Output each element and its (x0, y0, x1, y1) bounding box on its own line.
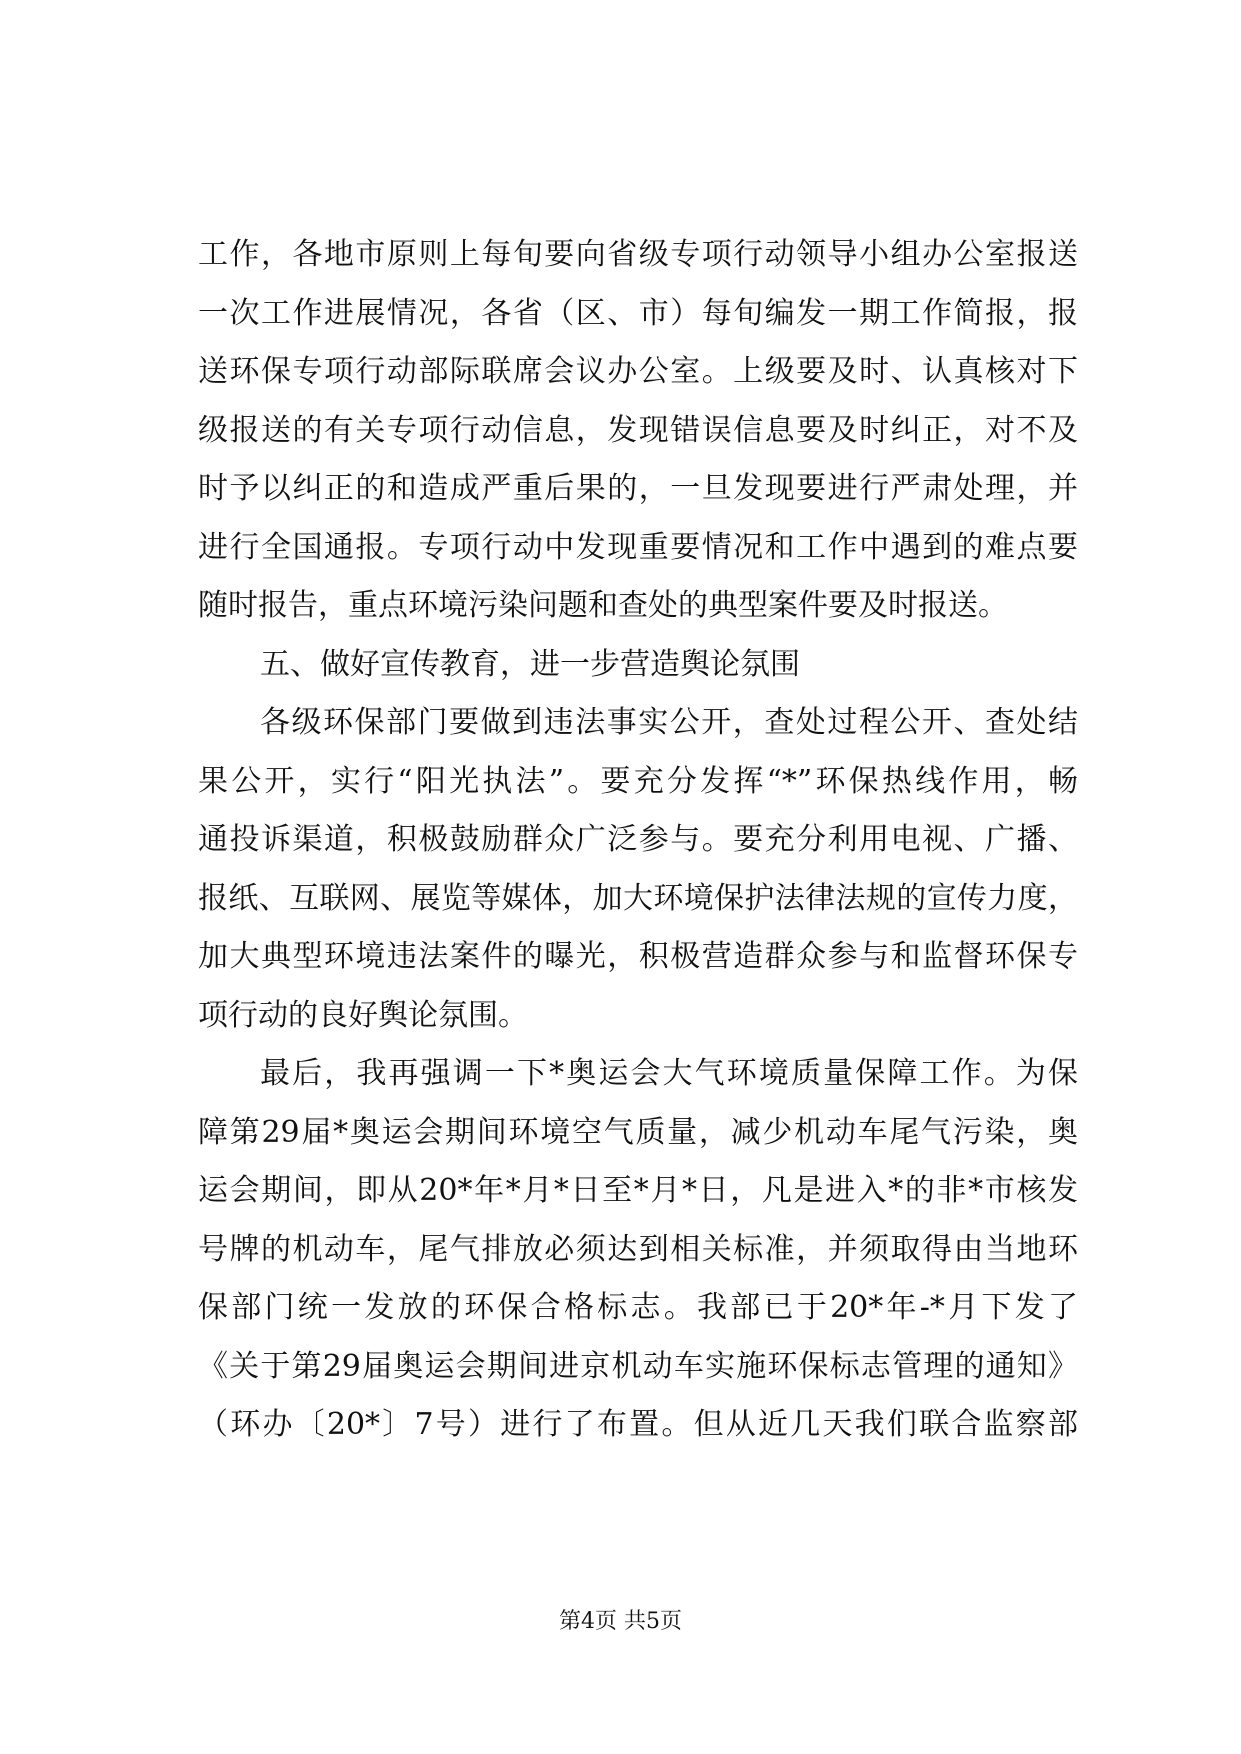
document-body (198, 226, 1078, 1455)
paragraph-line: （环办〔20*〕7号）进行了布置。但从近几天我们联合监察部 (198, 1407, 1078, 1442)
paragraph-line: 号牌的机动车，尾气排放必须达到相关标准，并须取得由当地环 (198, 1231, 1078, 1267)
paragraph-line: 通投诉渠道，积极鼓励群众广泛参与。要充分利用电视、广播、 (198, 822, 1078, 857)
paragraph-line: 保部门统一发放的环保合格标志。我部已于20*年-*月下发了 (198, 1290, 1078, 1325)
paragraph-line: 各级环保部门要做到违法事实公开，查处过程公开、查处结 (260, 705, 1078, 740)
paragraph-line: 进行全国通报。专项行动中发现重要情况和工作中遇到的难点要 (198, 529, 1078, 565)
paragraph-line: 《关于第29届奥运会期间进京机动车实施环保标志管理的通知》 (198, 1348, 1078, 1384)
paragraph-line: 果公开，实行“阳光执法”。要充分发挥“*”环保热线作用，畅 (198, 763, 1078, 799)
paragraph-line: 送环保专项行动部际联席会议办公室。上级要及时、认真核对下 (198, 354, 1078, 389)
paragraph-line: 项行动的良好舆论氛围。 (198, 997, 528, 1033)
paragraph-line: 加大典型环境违法案件的曝光，积极营造群众参与和监督环保专 (198, 939, 1078, 974)
paragraph-line: 报纸、互联网、展览等媒体，加大环境保护法律法规的宣传力度， (198, 880, 1078, 916)
paragraph-line: 运会期间，即从20*年*月*日至*月*日，凡是进入*的非*市核发 (198, 1173, 1078, 1208)
section-heading: 五、做好宣传教育，进一步营造舆论氛围 (260, 646, 800, 682)
paragraph-line: 级报送的有关专项行动信息，发现错误信息要及时纠正，对不及 (198, 412, 1078, 448)
paragraph-line: 障第29届*奥运会期间环境空气质量，减少机动车尾气污染，奥 (198, 1114, 1078, 1150)
page-number-footer: 第4页 共5页 (559, 1609, 682, 1634)
paragraph-line: 一次工作进展情况，各省（区、市）每旬编发一期工作简报，报 (198, 295, 1078, 331)
paragraph-line: 工作，各地市原则上每旬要向省级专项行动领导小组办公室报送 (198, 237, 1078, 272)
paragraph-line: 时予以纠正的和造成严重后果的，一旦发现要进行严肃处理，并 (198, 471, 1078, 506)
paragraph-line: 随时报告，重点环境污染问题和查处的典型案件要及时报送。 (198, 588, 1008, 623)
paragraph-line: 最后，我再强调一下*奥运会大气环境质量保障工作。为保 (260, 1056, 1078, 1091)
